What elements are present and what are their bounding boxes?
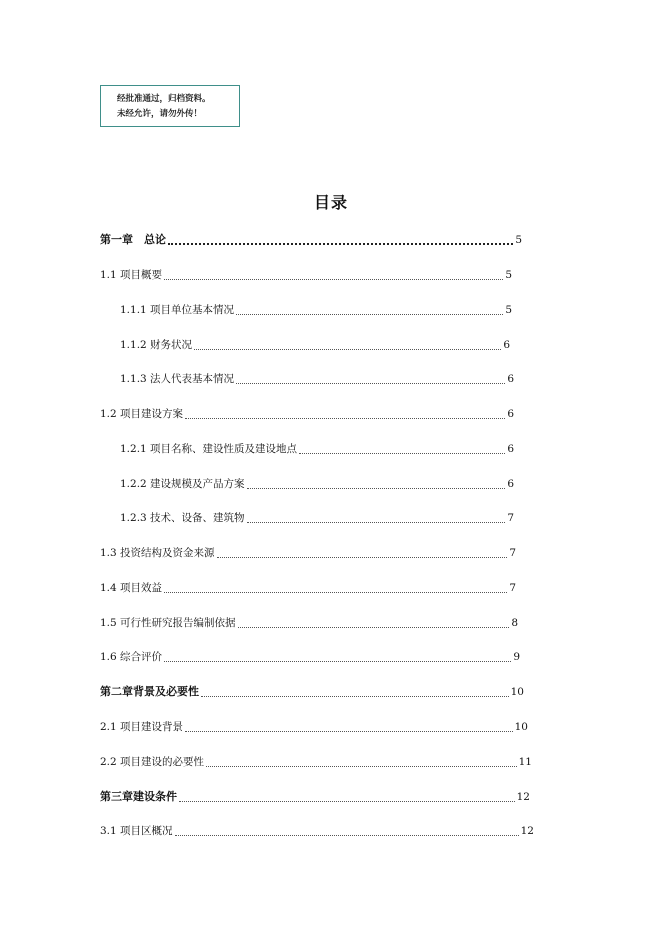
toc-page-number: 11 — [518, 756, 532, 768]
toc-page-number: 7 — [507, 512, 514, 524]
toc-label: 1.4 项目效益 — [100, 582, 163, 594]
toc-label: 1.1.1 项目单位基本情况 — [120, 304, 235, 316]
toc-leader-dots — [217, 547, 508, 558]
toc-page-number: 6 — [503, 339, 510, 351]
toc-entry-chapter-2[interactable] — [100, 684, 524, 700]
toc-label: 1.5 可行性研究报告编制依据 — [100, 617, 236, 629]
toc-page-number: 6 — [507, 408, 514, 420]
toc-label: 1.6 综合评价 — [100, 651, 163, 663]
toc-leader-dots — [201, 686, 509, 697]
toc-entry-1-4[interactable] — [100, 580, 516, 596]
toc-page-number: 5 — [505, 304, 512, 316]
toc-leader-dots — [247, 478, 506, 489]
toc-leader-dots — [299, 443, 505, 454]
toc-page-number: 9 — [513, 651, 520, 663]
toc-page-number: 10 — [514, 721, 528, 733]
toc-leader-dots — [194, 339, 501, 350]
toc-leader-dots — [168, 233, 513, 245]
toc-label: 第三章建设条件 — [100, 790, 177, 803]
toc-label: 1.1.3 法人代表基本情况 — [120, 373, 235, 385]
toc-page-number: 12 — [520, 825, 534, 837]
toc-label: 1.1 项目概要 — [100, 269, 163, 281]
toc-entry-chapter-3[interactable] — [100, 789, 530, 805]
toc-leader-dots — [236, 373, 505, 384]
confidential-stamp — [100, 85, 240, 127]
toc-entry-2-2[interactable] — [100, 754, 532, 770]
toc-page-number: 8 — [511, 617, 518, 629]
toc-page-number: 6 — [507, 443, 514, 455]
toc-entry-1-2-2[interactable] — [120, 476, 514, 492]
toc-label: 第一章 总论 — [100, 233, 166, 246]
toc-entry-1-3[interactable] — [100, 545, 516, 561]
toc-entry-1-2[interactable] — [100, 406, 514, 422]
toc-label: 1.2 项目建设方案 — [100, 408, 184, 420]
toc-leader-dots — [185, 408, 505, 419]
toc-entry-1-2-3[interactable] — [120, 510, 514, 526]
toc-entry-1-1[interactable] — [100, 267, 512, 283]
toc-entry-1-5[interactable] — [100, 615, 518, 631]
toc-leader-dots — [238, 617, 510, 628]
toc-page-number: 10 — [510, 686, 524, 698]
toc-leader-dots — [164, 651, 511, 662]
toc-label: 2.1 项目建设背景 — [100, 721, 184, 733]
toc-label: 第二章背景及必要性 — [100, 685, 199, 698]
toc-page-number: 5 — [515, 234, 522, 246]
toc-entry-1-2-1[interactable] — [120, 441, 514, 457]
toc-label: 1.2.1 项目名称、建设性质及建设地点 — [120, 443, 298, 455]
toc-leader-dots — [185, 721, 513, 732]
toc-leader-dots — [175, 825, 519, 836]
toc-page-number: 6 — [507, 373, 514, 385]
toc-entry-1-1-2[interactable] — [120, 337, 510, 353]
toc-leader-dots — [247, 512, 506, 523]
stamp-line-2: 未经允许，请勿外传！ — [117, 109, 203, 119]
stamp-line-1: 经批准通过，归档资料。 — [117, 94, 211, 104]
toc-entry-1-1-1[interactable] — [120, 302, 512, 318]
toc-leader-dots — [206, 756, 517, 767]
toc-leader-dots — [164, 269, 503, 280]
toc-entry-1-6[interactable] — [100, 649, 520, 665]
toc-page-number: 7 — [509, 582, 516, 594]
toc-page-number: 12 — [516, 791, 530, 803]
toc-leader-dots — [236, 304, 503, 315]
toc-label: 1.2.2 建设规模及产品方案 — [120, 478, 245, 490]
toc-label: 1.1.2 财务状况 — [120, 339, 193, 351]
page-title: 目录 — [313, 193, 348, 212]
toc-entry-3-1[interactable] — [100, 823, 534, 839]
toc-label: 2.2 项目建设的必要性 — [100, 756, 205, 768]
toc-entry-2-1[interactable] — [100, 719, 528, 735]
toc-page-number: 6 — [507, 478, 514, 490]
toc-entry-chapter-1[interactable] — [100, 232, 522, 248]
toc-entry-1-1-3[interactable] — [120, 371, 514, 387]
toc-page-number: 5 — [505, 269, 512, 281]
toc-label: 1.2.3 技术、设备、建筑物 — [120, 512, 245, 524]
toc-leader-dots — [164, 582, 507, 593]
toc-label: 3.1 项目区概况 — [100, 825, 173, 837]
toc-label: 1.3 投资结构及资金来源 — [100, 547, 215, 559]
toc-leader-dots — [179, 791, 515, 802]
toc-page-number: 7 — [509, 547, 516, 559]
